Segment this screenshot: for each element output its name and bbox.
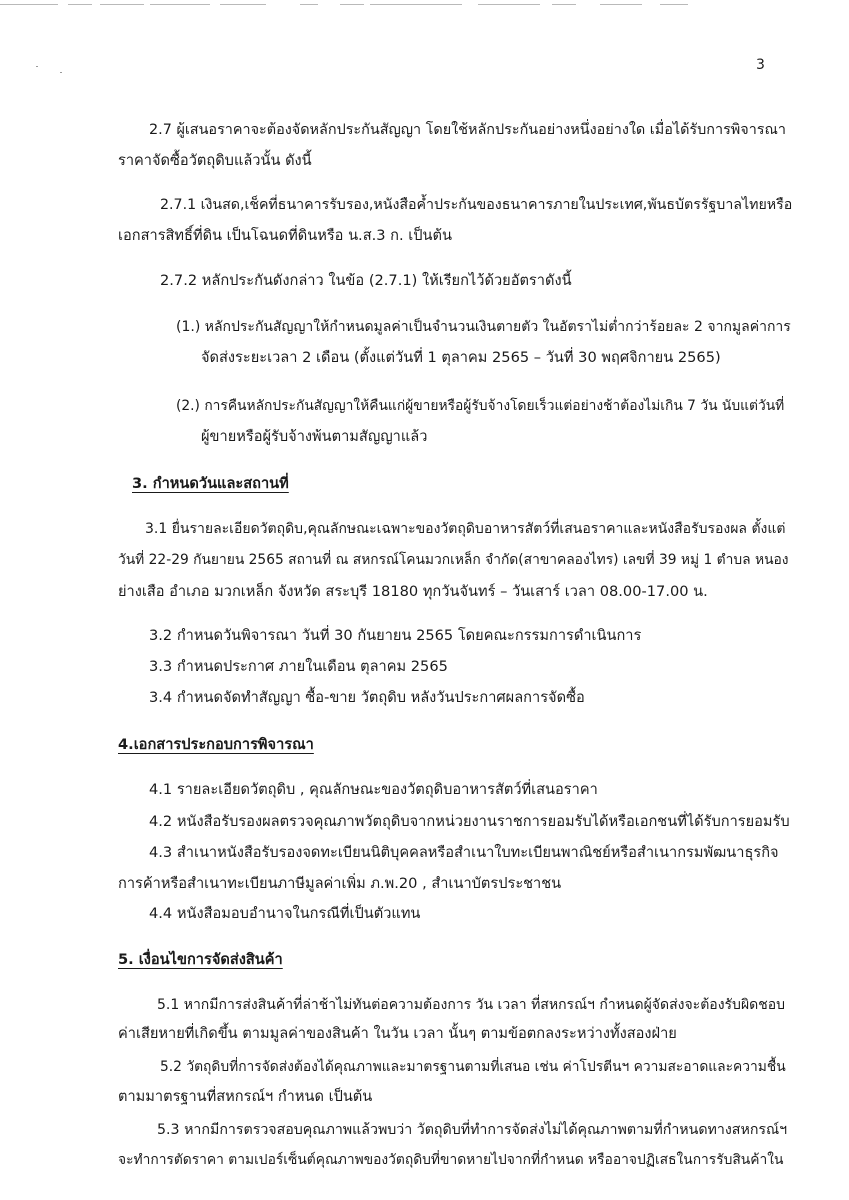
sub-item-2-line-2: ผู้ขายหรือผู้รับจ้างพ้นตามสัญญาแล้ว [201,428,428,445]
section-3-heading: 3. กำหนดวันและสถานที่ [132,475,289,492]
item-3-1-line-1: 3.1 ยื่นรายละเอียดวัตถุดิบ,คุณลักษณะเฉพาะของวัตถุดิบอาหารสัตว์ที่เสนอราคาและหนังสือรับรองผล ตั้งแต่ [145,521,786,537]
item-3-4: 3.4 กำหนดจัดทำสัญญา ซื้อ-ขาย วัตถุดิบ หลังวันประกาศผลการจัดซื้อ [149,689,585,706]
item-4-1: 4.1 รายละเอียดวัตถุดิบ , คุณลักษณะของวัตถุดิบอาหารสัตว์ที่เสนอราคา [149,781,598,798]
section-5-heading: 5. เงื่อนไขการจัดส่งสินค้า [118,951,283,968]
item-5-3-line-2: จะทำการตัดราคา ตามเปอร์เซ็นต์คุณภาพของวัตถุดิบที่ขาดหายไปจากที่กำหนด หรืออาจปฏิเสธในการรับสินค้าใน [118,1152,784,1168]
item-2-7-1-line-2: เอกสารสิทธิ์ที่ดิน เป็นโฉนดที่ดินหรือ น.ส.3 ก. เป็นต้น [118,227,452,244]
item-5-1-line-2: ค่าเสียหายที่เกิดขึ้น ตามมูลค่าของสินค้า ในวัน เวลา นั้นๆ ตามข้อตกลงระหว่างทั้งสองฝ่าย [118,1025,677,1042]
item-5-1-line-1: 5.1 หากมีการส่งสินค้าที่ล่าช้าไม่ทันต่อความต้องการ วัน เวลา ที่สหกรณ์ฯ กำหนดผู้จัดส่งจะต้องรับผิดชอบ [157,997,786,1013]
item-3-1-line-2: วันที่ 22-29 กันยายน 2565 สถานที่ ณ สหกรณ์โคนมวกเหล็ก จำกัด(สาขาคลองไทร) เลขที่ 39 หมู่ 1 ตำบล หนอง [118,552,789,568]
item-5-3-line-1: 5.3 หากมีการตรวจสอบคุณภาพแล้วพบว่า วัตถุดิบที่ทำการจัดส่งไม่ได้คุณภาพตามที่กำหนดทางสหกรณ์ฯ [157,1122,788,1138]
item-3-3: 3.3 กำหนดประกาศ ภายในเดือน ตุลาคม 2565 [149,658,448,675]
section-2-7-line-2: ราคาจัดซื้อวัตถุดิบแล้วนั้น ดังนี้ [118,152,312,169]
item-4-4: 4.4 หนังสือมอบอำนาจในกรณีที่เป็นตัวแทน [149,905,421,922]
item-4-3-line-2: การค้าหรือสำเนาทะเบียนภาษีมูลค่าเพิ่ม ภ.พ.20 , สำเนาบัตรประชาชน [118,875,562,892]
scan-artifact-top [0,4,849,12]
item-4-2: 4.2 หนังสือรับรองผลตรวจคุณภาพวัตถุดิบจากหน่วยงานราชการยอมรับได้หรือเอกชนที่ได้รับการยอมรับ [149,813,790,830]
section-2-7-line-1: 2.7 ผู้เสนอราคาจะต้องจัดหลักประกันสัญญา โดยใช้หลักประกันอย่างหนึ่งอย่างใด เมื่อได้รับการพิจารณา [149,122,786,138]
page-number: 3 [756,57,765,73]
sub-item-1-line-2: จัดส่งระยะเวลา 2 เดือน (ตั้งแต่วันที่ 1 ตุลาคม 2565 – วันที่ 30 พฤศจิกายน 2565) [201,349,721,366]
sub-item-1-line-1: (1.) หลักประกันสัญญาให้กำหนดมูลค่าเป็นจำนวนเงินตายตัว ในอัตราไม่ต่ำกว่าร้อยละ 2 จากมูลค่าการ [176,319,791,335]
item-3-2: 3.2 กำหนดวันพิจารณา วันที่ 30 กันยายน 2565 โดยคณะกรรมการดำเนินการ [149,627,642,644]
item-5-2-line-1: 5.2 วัตถุดิบที่การจัดส่งต้องได้คุณภาพและมาตรฐานตามที่เสนอ เช่น ค่าโปรตีนฯ ความสะอาดและความชื้น [160,1059,786,1075]
section-4-heading: 4.เอกสารประกอบการพิจารณา [118,736,314,753]
item-2-7-2: 2.7.2 หลักประกันดังกล่าว ในข้อ (2.7.1) ให้เรียกไว้ด้วยอัตราดังนี้ [160,272,572,289]
item-4-3-line-1: 4.3 สำเนาหนังสือรับรองจดทะเบียนนิติบุคคลหรือสำเนาใบทะเบียนพาณิชย์หรือสำเนากรมพัฒนาธุรกิจ [149,844,779,861]
item-3-1-line-3: ย่างเสือ อำเภอ มวกเหล็ก จังหวัด สระบุรี 18180 ทุกวันจันทร์ – วันเสาร์ เวลา 08.00-17.00 น. [118,583,708,600]
scan-speck [60,72,62,73]
item-2-7-1-line-1: 2.7.1 เงินสด,เช็คที่ธนาคารรับรอง,หนังสือค้ำประกันของธนาคารภายในประเทศ,พันธบัตรรัฐบาลไทยหรือ [160,197,793,213]
sub-item-2-line-1: (2.) การคืนหลักประกันสัญญาให้คืนแก่ผู้ขายหรือผู้รับจ้างโดยเร็วแต่อย่างช้าต้องไม่เกิน 7 วัน นับแต่วันที่ [176,398,785,414]
item-5-2-line-2: ตามมาตรฐานที่สหกรณ์ฯ กำหนด เป็นต้น [118,1088,373,1105]
scan-speck [36,66,38,67]
